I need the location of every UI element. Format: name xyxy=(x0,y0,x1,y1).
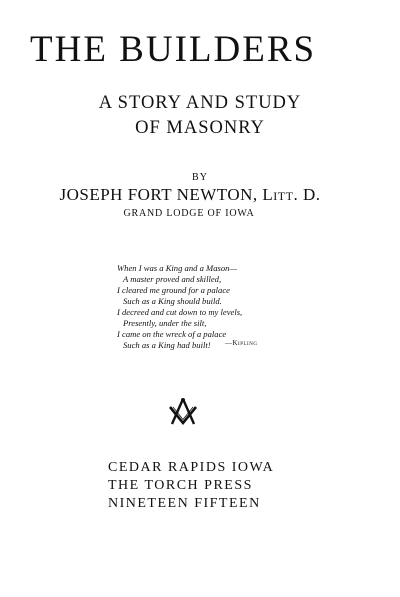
by-label: BY xyxy=(192,172,208,183)
epigraph-line: Such as a King had built! xyxy=(123,340,211,350)
imprint-publisher: THE TORCH PRESS xyxy=(108,478,253,493)
subtitle-line-2: OF MASONRY xyxy=(135,118,265,138)
author-name: JOSEPH FORT NEWTON, Litt. D. xyxy=(59,185,321,204)
epigraph-line: I came on the wreck of a palace xyxy=(117,329,227,339)
imprint-year: NINETEEN FIFTEEN xyxy=(108,496,261,511)
epigraph-line: A master proved and skilled, xyxy=(123,274,222,284)
epigraph-attribution: —Kipling xyxy=(225,339,258,347)
epigraph xyxy=(117,263,317,351)
imprint-place: CEDAR RAPIDS IOWA xyxy=(108,460,275,475)
epigraph-line: Such as a King should build. xyxy=(123,296,222,306)
epigraph-line: I decreed and cut down to my levels, xyxy=(117,307,243,317)
epigraph-line: When I was a King and a Mason— xyxy=(117,263,238,273)
imprint xyxy=(108,459,274,513)
square-and-compasses-icon xyxy=(166,397,200,427)
book-title: THE BUILDERS xyxy=(30,29,317,70)
author-affiliation: GRAND LODGE OF IOWA xyxy=(123,208,255,219)
subtitle-line-1: A STORY AND STUDY xyxy=(98,93,302,113)
epigraph-line: Presently, under the silt, xyxy=(123,318,207,328)
epigraph-line: I cleared me ground for a palace xyxy=(117,285,230,295)
